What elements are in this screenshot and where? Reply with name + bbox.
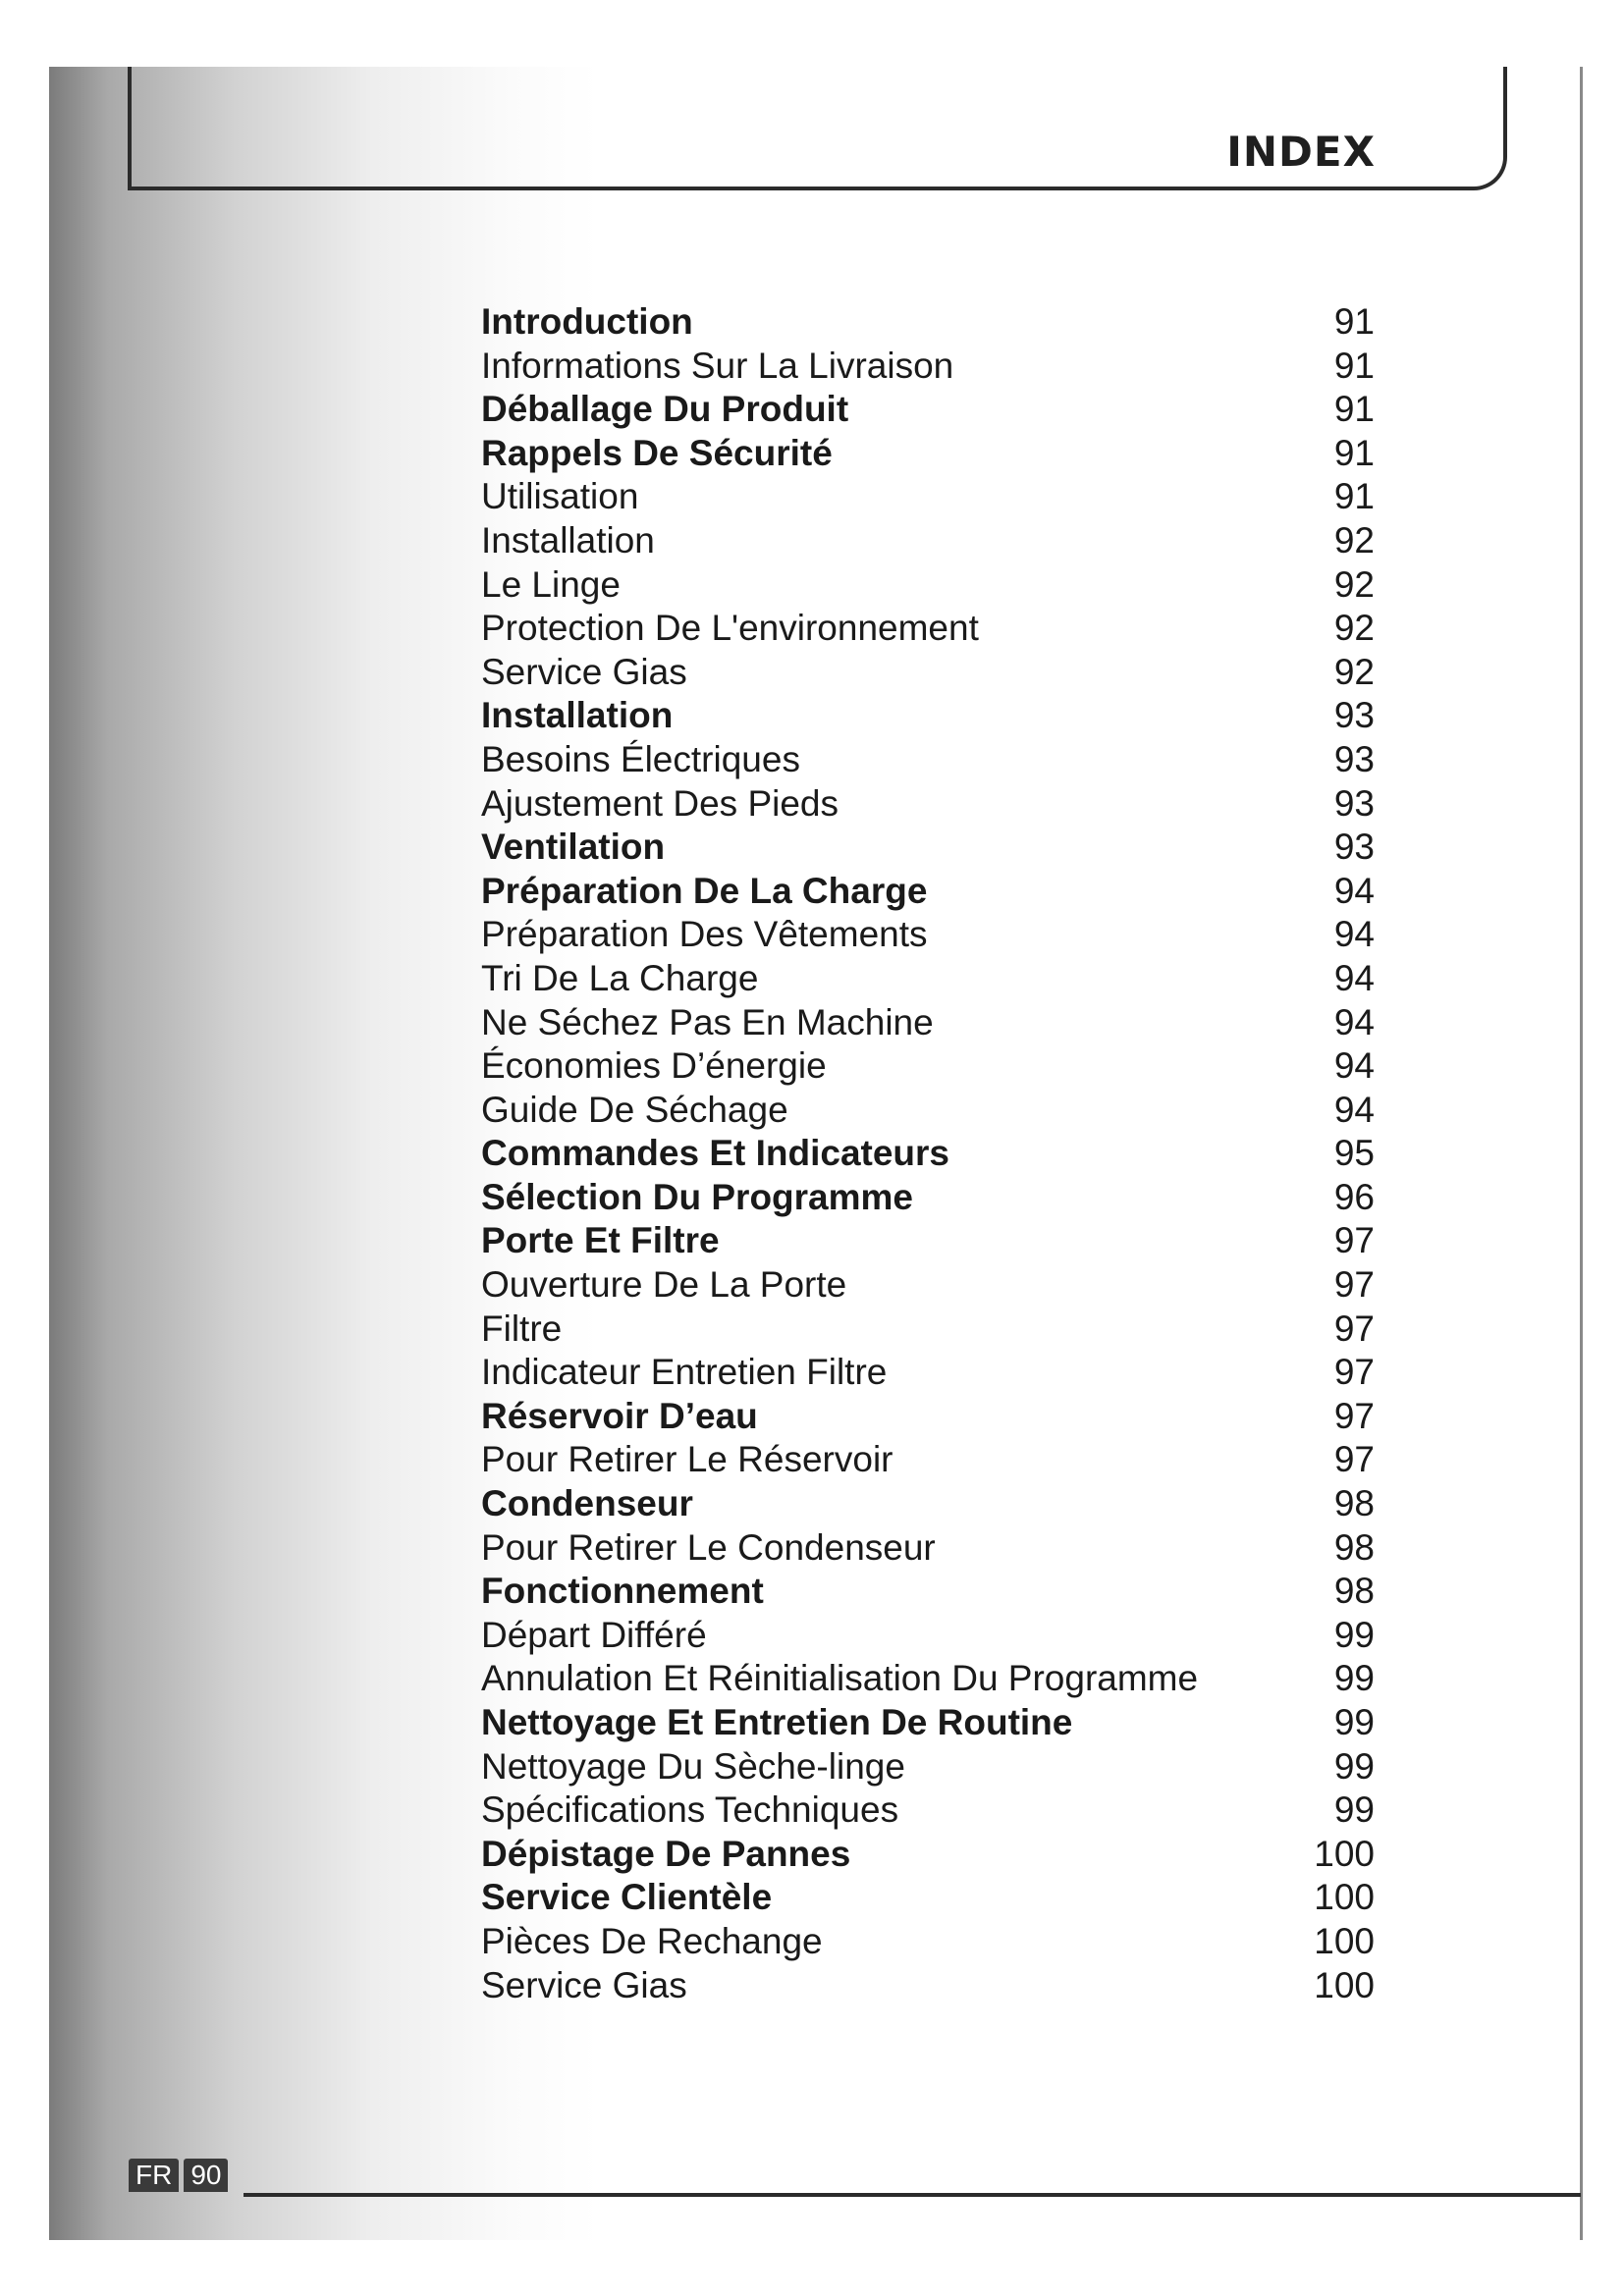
toc-entry[interactable]	[481, 1308, 1375, 1352]
toc-entry-label: Filtre	[481, 1308, 563, 1349]
toc-entry-page: 91	[1333, 389, 1375, 430]
toc-entry[interactable]	[481, 1176, 1375, 1220]
toc-entry-page: 98	[1333, 1483, 1375, 1524]
toc-entry-page: 94	[1333, 1089, 1375, 1130]
toc-entry-page: 100	[1314, 1964, 1375, 2005]
toc-entry-page: 94	[1333, 914, 1375, 955]
toc-entry-label: Rappels De Sécurité	[481, 432, 833, 473]
toc-entry[interactable]	[481, 1219, 1375, 1263]
toc-entry[interactable]	[481, 1526, 1375, 1571]
toc-entry[interactable]	[481, 1132, 1375, 1176]
toc-entry-label: Porte Et Filtre	[481, 1220, 720, 1261]
toc-entry[interactable]	[481, 1001, 1375, 1045]
toc-entry-label: Le Linge	[481, 563, 621, 605]
toc-entry-label: Ajustement Des Pieds	[481, 782, 839, 824]
toc-entry-page: 91	[1333, 476, 1375, 517]
toc-entry-label: Spécifications Techniques	[481, 1789, 899, 1831]
toc-entry[interactable]	[481, 1044, 1375, 1089]
toc-entry-page: 99	[1333, 1745, 1375, 1787]
toc-entry-label: Ne Séchez Pas En Machine	[481, 1001, 934, 1042]
toc-entry[interactable]	[481, 1789, 1375, 1833]
toc-entry[interactable]	[481, 388, 1375, 432]
toc-entry-label: Économies D’énergie	[481, 1045, 827, 1087]
toc-entry[interactable]	[481, 475, 1375, 519]
toc-entry-label: Service Gias	[481, 1964, 687, 2005]
toc-entry-label: Pièces De Rechange	[481, 1920, 823, 1961]
toc-entry[interactable]	[481, 651, 1375, 695]
toc-entry-page: 94	[1333, 1045, 1375, 1087]
toc-entry-page: 98	[1333, 1526, 1375, 1568]
toc-entry-label: Déballage Du Produit	[481, 389, 849, 430]
toc-entry-label: Tri De La Charge	[481, 957, 759, 998]
toc-entry-page: 92	[1333, 608, 1375, 649]
toc-entry-page: 94	[1333, 1001, 1375, 1042]
language-tab: FR	[129, 2159, 179, 2192]
toc-entry-page: 97	[1333, 1264, 1375, 1306]
toc-entry-label: Condenseur	[481, 1483, 693, 1524]
toc-entry-label: Service Clientèle	[481, 1877, 773, 1918]
toc-entry-page: 91	[1333, 301, 1375, 342]
toc-entry[interactable]	[481, 913, 1375, 957]
toc-entry-page: 92	[1333, 651, 1375, 692]
toc-entry-label: Installation	[481, 695, 674, 736]
toc-entry-label: Indicateur Entretien Filtre	[481, 1352, 888, 1393]
toc-entry-page: 92	[1333, 563, 1375, 605]
toc-entry-label: Dépistage De Pannes	[481, 1833, 851, 1874]
toc-entry-label: Guide De Séchage	[481, 1089, 788, 1130]
toc-entry[interactable]	[481, 1570, 1375, 1614]
toc-entry-label: Protection De L'environnement	[481, 608, 979, 649]
toc-entry[interactable]	[481, 1657, 1375, 1701]
toc-entry[interactable]	[481, 870, 1375, 914]
toc-entry[interactable]	[481, 1438, 1375, 1482]
toc-entry-page: 99	[1333, 1702, 1375, 1742]
toc-entry-label: Pour Retirer Le Condenseur	[481, 1526, 936, 1568]
toc-entry-page: 95	[1333, 1133, 1375, 1174]
toc-entry[interactable]	[481, 607, 1375, 651]
toc-entry-label: Départ Différé	[481, 1614, 707, 1655]
toc-entry-page: 92	[1333, 519, 1375, 561]
toc-entry-page: 91	[1333, 432, 1375, 473]
toc-entry-label: Informations Sur La Livraison	[481, 345, 954, 386]
toc-entry-page: 96	[1333, 1176, 1375, 1217]
toc-entry-page: 98	[1333, 1571, 1375, 1612]
toc-entry[interactable]	[481, 563, 1375, 608]
toc-entry[interactable]	[481, 519, 1375, 563]
toc-entry-label: Pour Retirer Le Réservoir	[481, 1439, 893, 1480]
toc-entry-label: Ventilation	[481, 827, 666, 868]
toc-entry-label: Sélection Du Programme	[481, 1176, 914, 1217]
toc-entry-label: Préparation De La Charge	[481, 870, 928, 911]
toc-entry-label: Besoins Électriques	[481, 738, 800, 779]
footer-tabs	[129, 2159, 228, 2192]
toc-entry-page: 100	[1314, 1833, 1375, 1874]
toc-entry[interactable]	[481, 1745, 1375, 1789]
toc-entry-page: 97	[1333, 1220, 1375, 1261]
toc-entry-label: Utilisation	[481, 476, 639, 517]
toc-entry-page: 100	[1314, 1920, 1375, 1961]
toc-entry[interactable]	[481, 345, 1375, 389]
toc-entry-page: 93	[1333, 738, 1375, 779]
toc-entry-page: 94	[1333, 870, 1375, 911]
toc-entry-page: 93	[1333, 782, 1375, 824]
table-of-contents	[481, 300, 1375, 2007]
toc-entry-page: 91	[1333, 345, 1375, 386]
toc-entry-label: Commandes Et Indicateurs	[481, 1133, 950, 1174]
toc-entry[interactable]	[481, 1614, 1375, 1658]
toc-entry[interactable]	[481, 300, 1375, 345]
toc-entry-label: Réservoir D’eau	[481, 1395, 758, 1436]
toc-entry[interactable]	[481, 694, 1375, 738]
toc-entry-page: 97	[1333, 1308, 1375, 1349]
toc-entry-label: Service Gias	[481, 651, 687, 692]
toc-entry[interactable]	[481, 738, 1375, 782]
toc-entry-page: 100	[1314, 1877, 1375, 1918]
page-title: INDEX	[1226, 128, 1376, 176]
toc-entry[interactable]	[481, 1482, 1375, 1526]
toc-entry-label: Ouverture De La Porte	[481, 1264, 847, 1306]
toc-entry[interactable]	[481, 432, 1375, 476]
toc-entry-label: Introduction	[481, 301, 693, 342]
toc-entry-page: 97	[1333, 1395, 1375, 1436]
toc-entry[interactable]	[481, 782, 1375, 827]
toc-entry[interactable]	[481, 1964, 1375, 2008]
toc-entry-label: Annulation Et Réinitialisation Du Programme	[481, 1658, 1199, 1699]
toc-entry-page: 94	[1333, 957, 1375, 998]
toc-entry-page: 97	[1333, 1352, 1375, 1393]
toc-entry[interactable]	[481, 1395, 1375, 1439]
toc-entry-page: 93	[1333, 695, 1375, 736]
toc-entry[interactable]	[481, 1351, 1375, 1395]
toc-entry-label: Nettoyage Du Sèche-linge	[481, 1745, 905, 1787]
toc-entry[interactable]	[481, 1920, 1375, 1964]
toc-entry-label: Préparation Des Vêtements	[481, 914, 928, 955]
toc-entry-page: 99	[1333, 1789, 1375, 1831]
toc-entry-label: Nettoyage Et Entretien De Routine	[481, 1702, 1073, 1742]
toc-entry[interactable]	[481, 1876, 1375, 1920]
toc-entry-page: 99	[1333, 1658, 1375, 1699]
toc-entry[interactable]	[481, 957, 1375, 1001]
right-border-line	[1580, 67, 1583, 2240]
toc-entry[interactable]	[481, 1701, 1375, 1745]
toc-entry-page: 93	[1333, 827, 1375, 868]
toc-entry[interactable]	[481, 1263, 1375, 1308]
toc-entry[interactable]	[481, 1089, 1375, 1133]
toc-entry-page: 99	[1333, 1614, 1375, 1655]
toc-entry-page: 97	[1333, 1439, 1375, 1480]
toc-entry-label: Installation	[481, 519, 655, 561]
toc-entry[interactable]	[481, 1833, 1375, 1877]
toc-entry[interactable]	[481, 826, 1375, 870]
page-number-tab: 90	[184, 2159, 228, 2192]
toc-entry-label: Fonctionnement	[481, 1571, 764, 1612]
footer-rule	[244, 2193, 1581, 2197]
